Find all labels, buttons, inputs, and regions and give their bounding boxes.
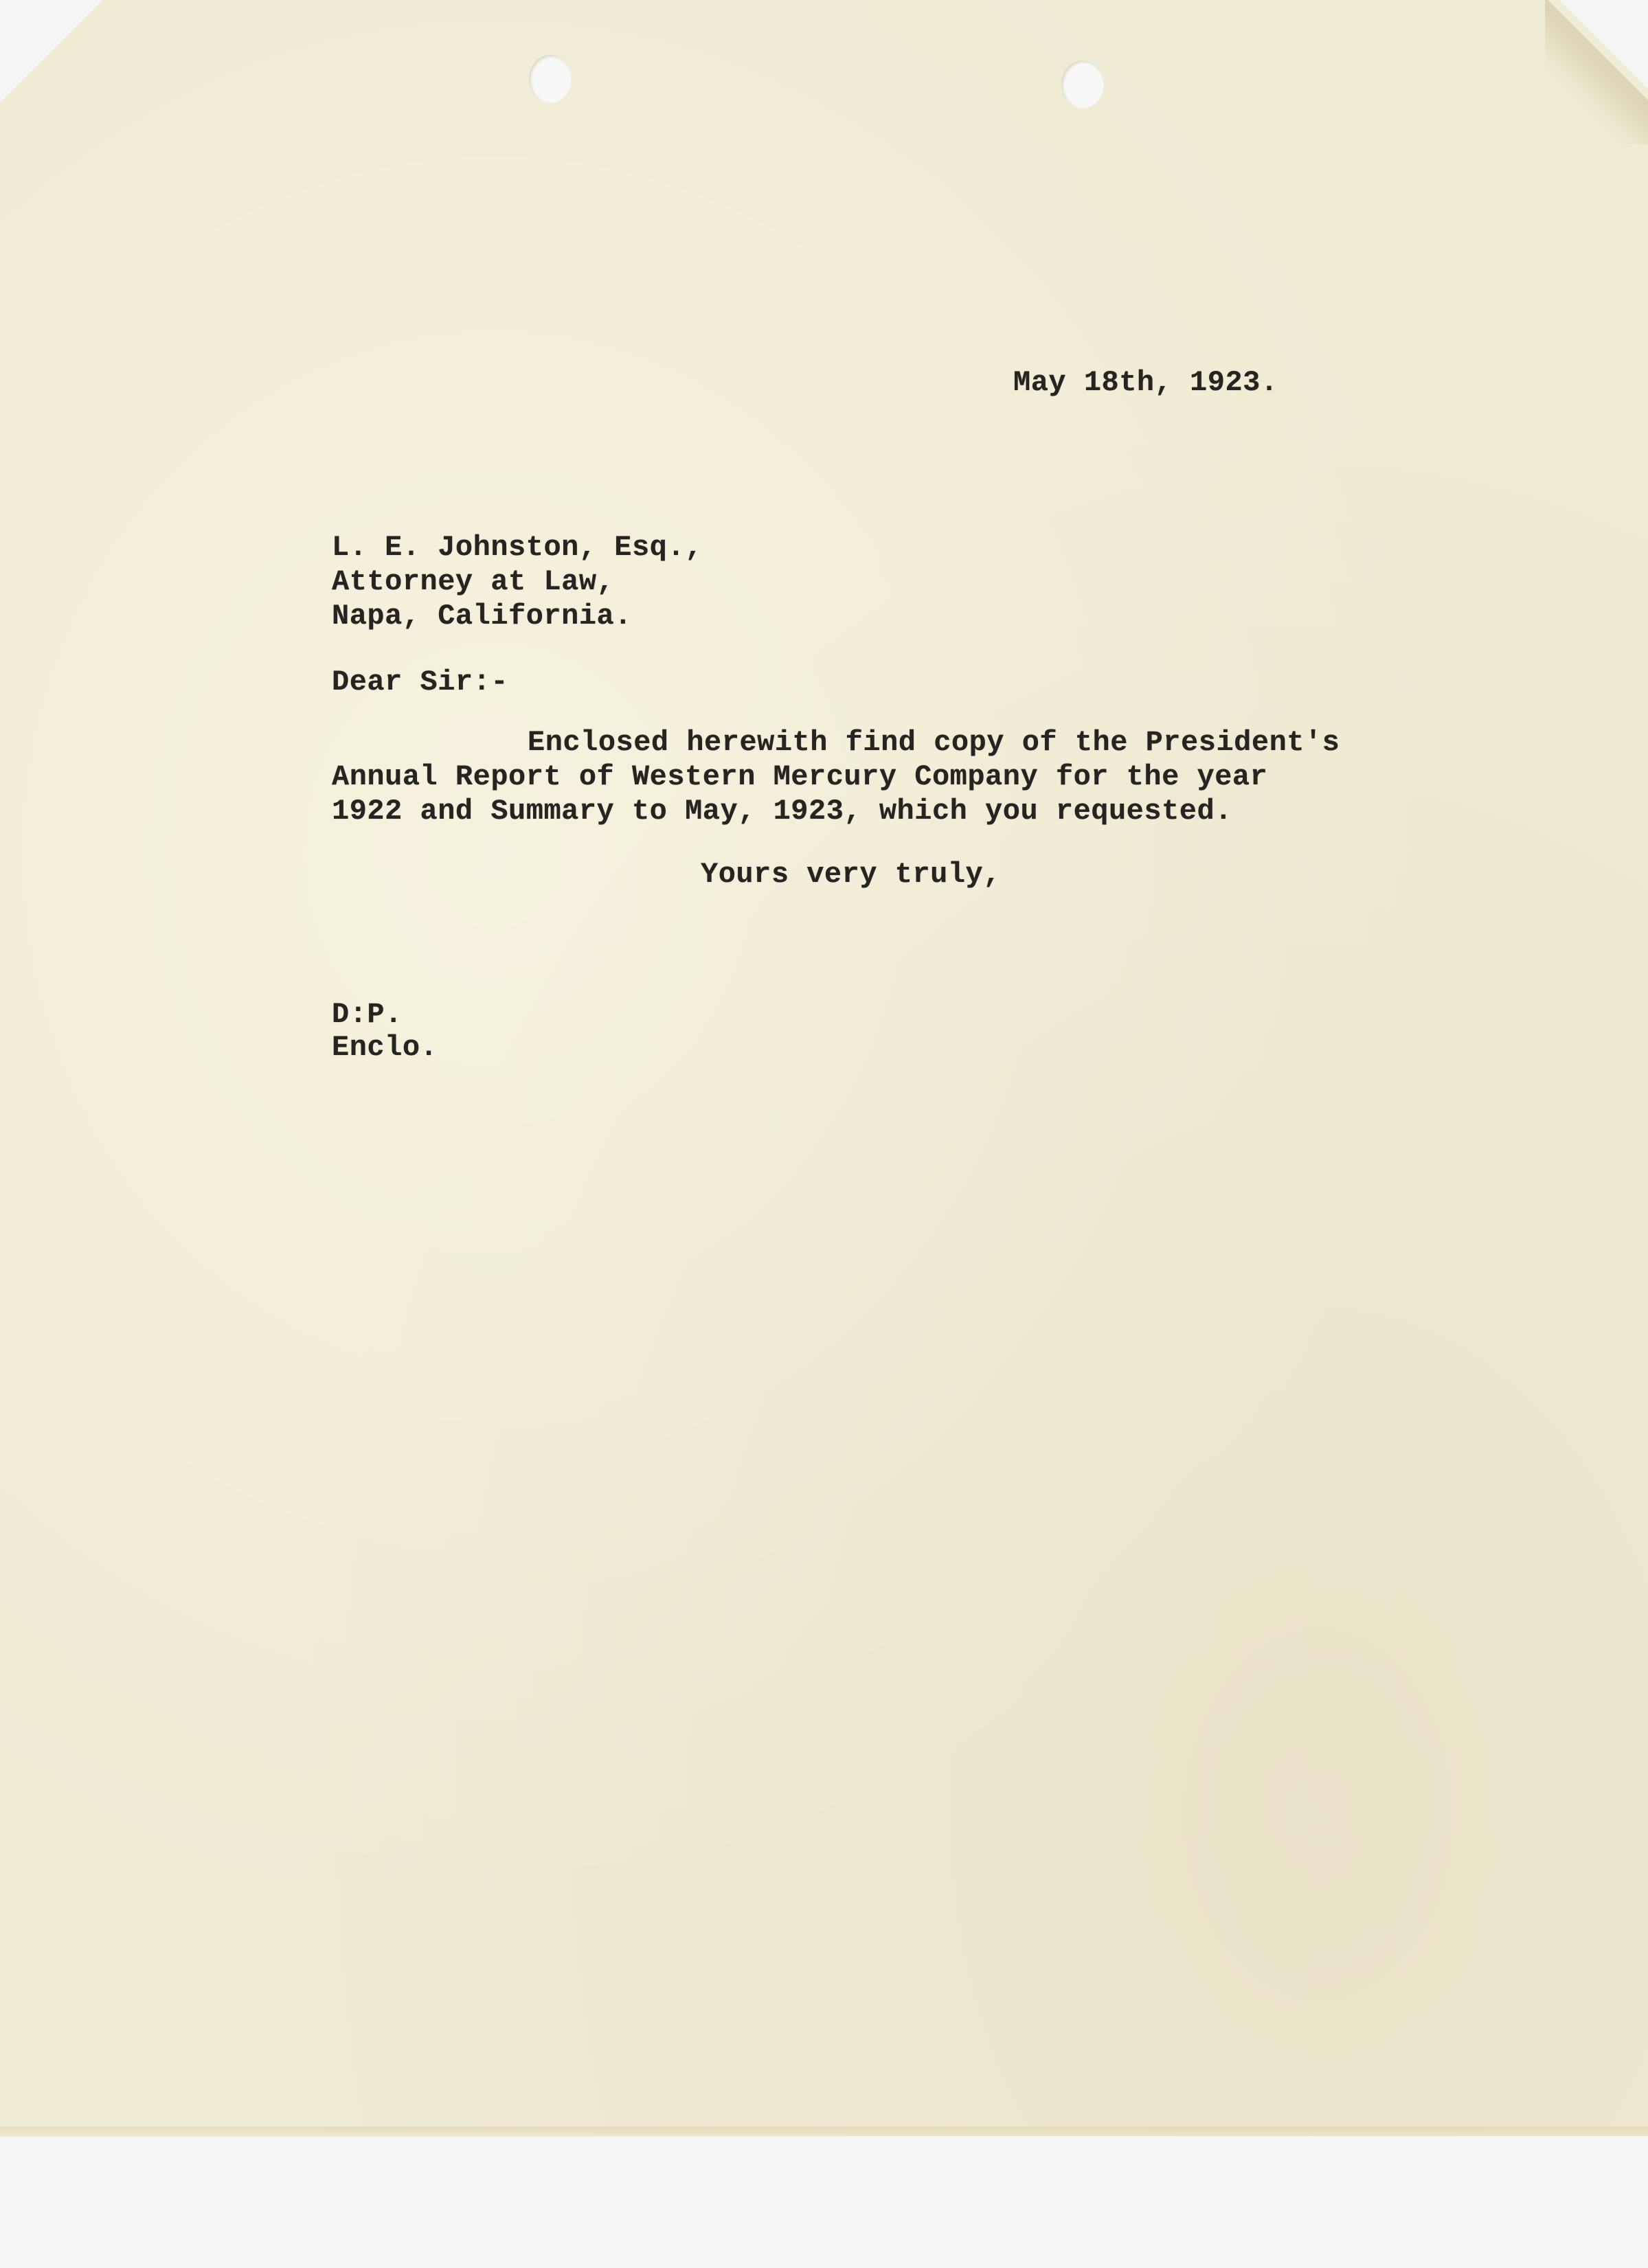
salutation: Dear Sir:- <box>332 666 509 699</box>
recipient-name: L. E. Johnston, Esq., <box>332 531 703 564</box>
body-line-2: Annual Report of Western Mercury Company for the year <box>332 760 1268 793</box>
recipient-location: Napa, California. <box>332 600 632 633</box>
reference-initials: D:P. <box>332 998 403 1031</box>
letter-date: May 18th, 1923. <box>1013 366 1278 399</box>
complimentary-closing: Yours very truly, <box>701 858 1001 891</box>
body-line-3: 1922 and Summary to May, 1923, which you requested. <box>332 795 1232 828</box>
recipient-title: Attorney at Law, <box>332 565 615 598</box>
body-line-1: Enclosed herewith find copy of the President's <box>528 726 1340 759</box>
enclosure-notation: Enclo. <box>332 1031 438 1064</box>
